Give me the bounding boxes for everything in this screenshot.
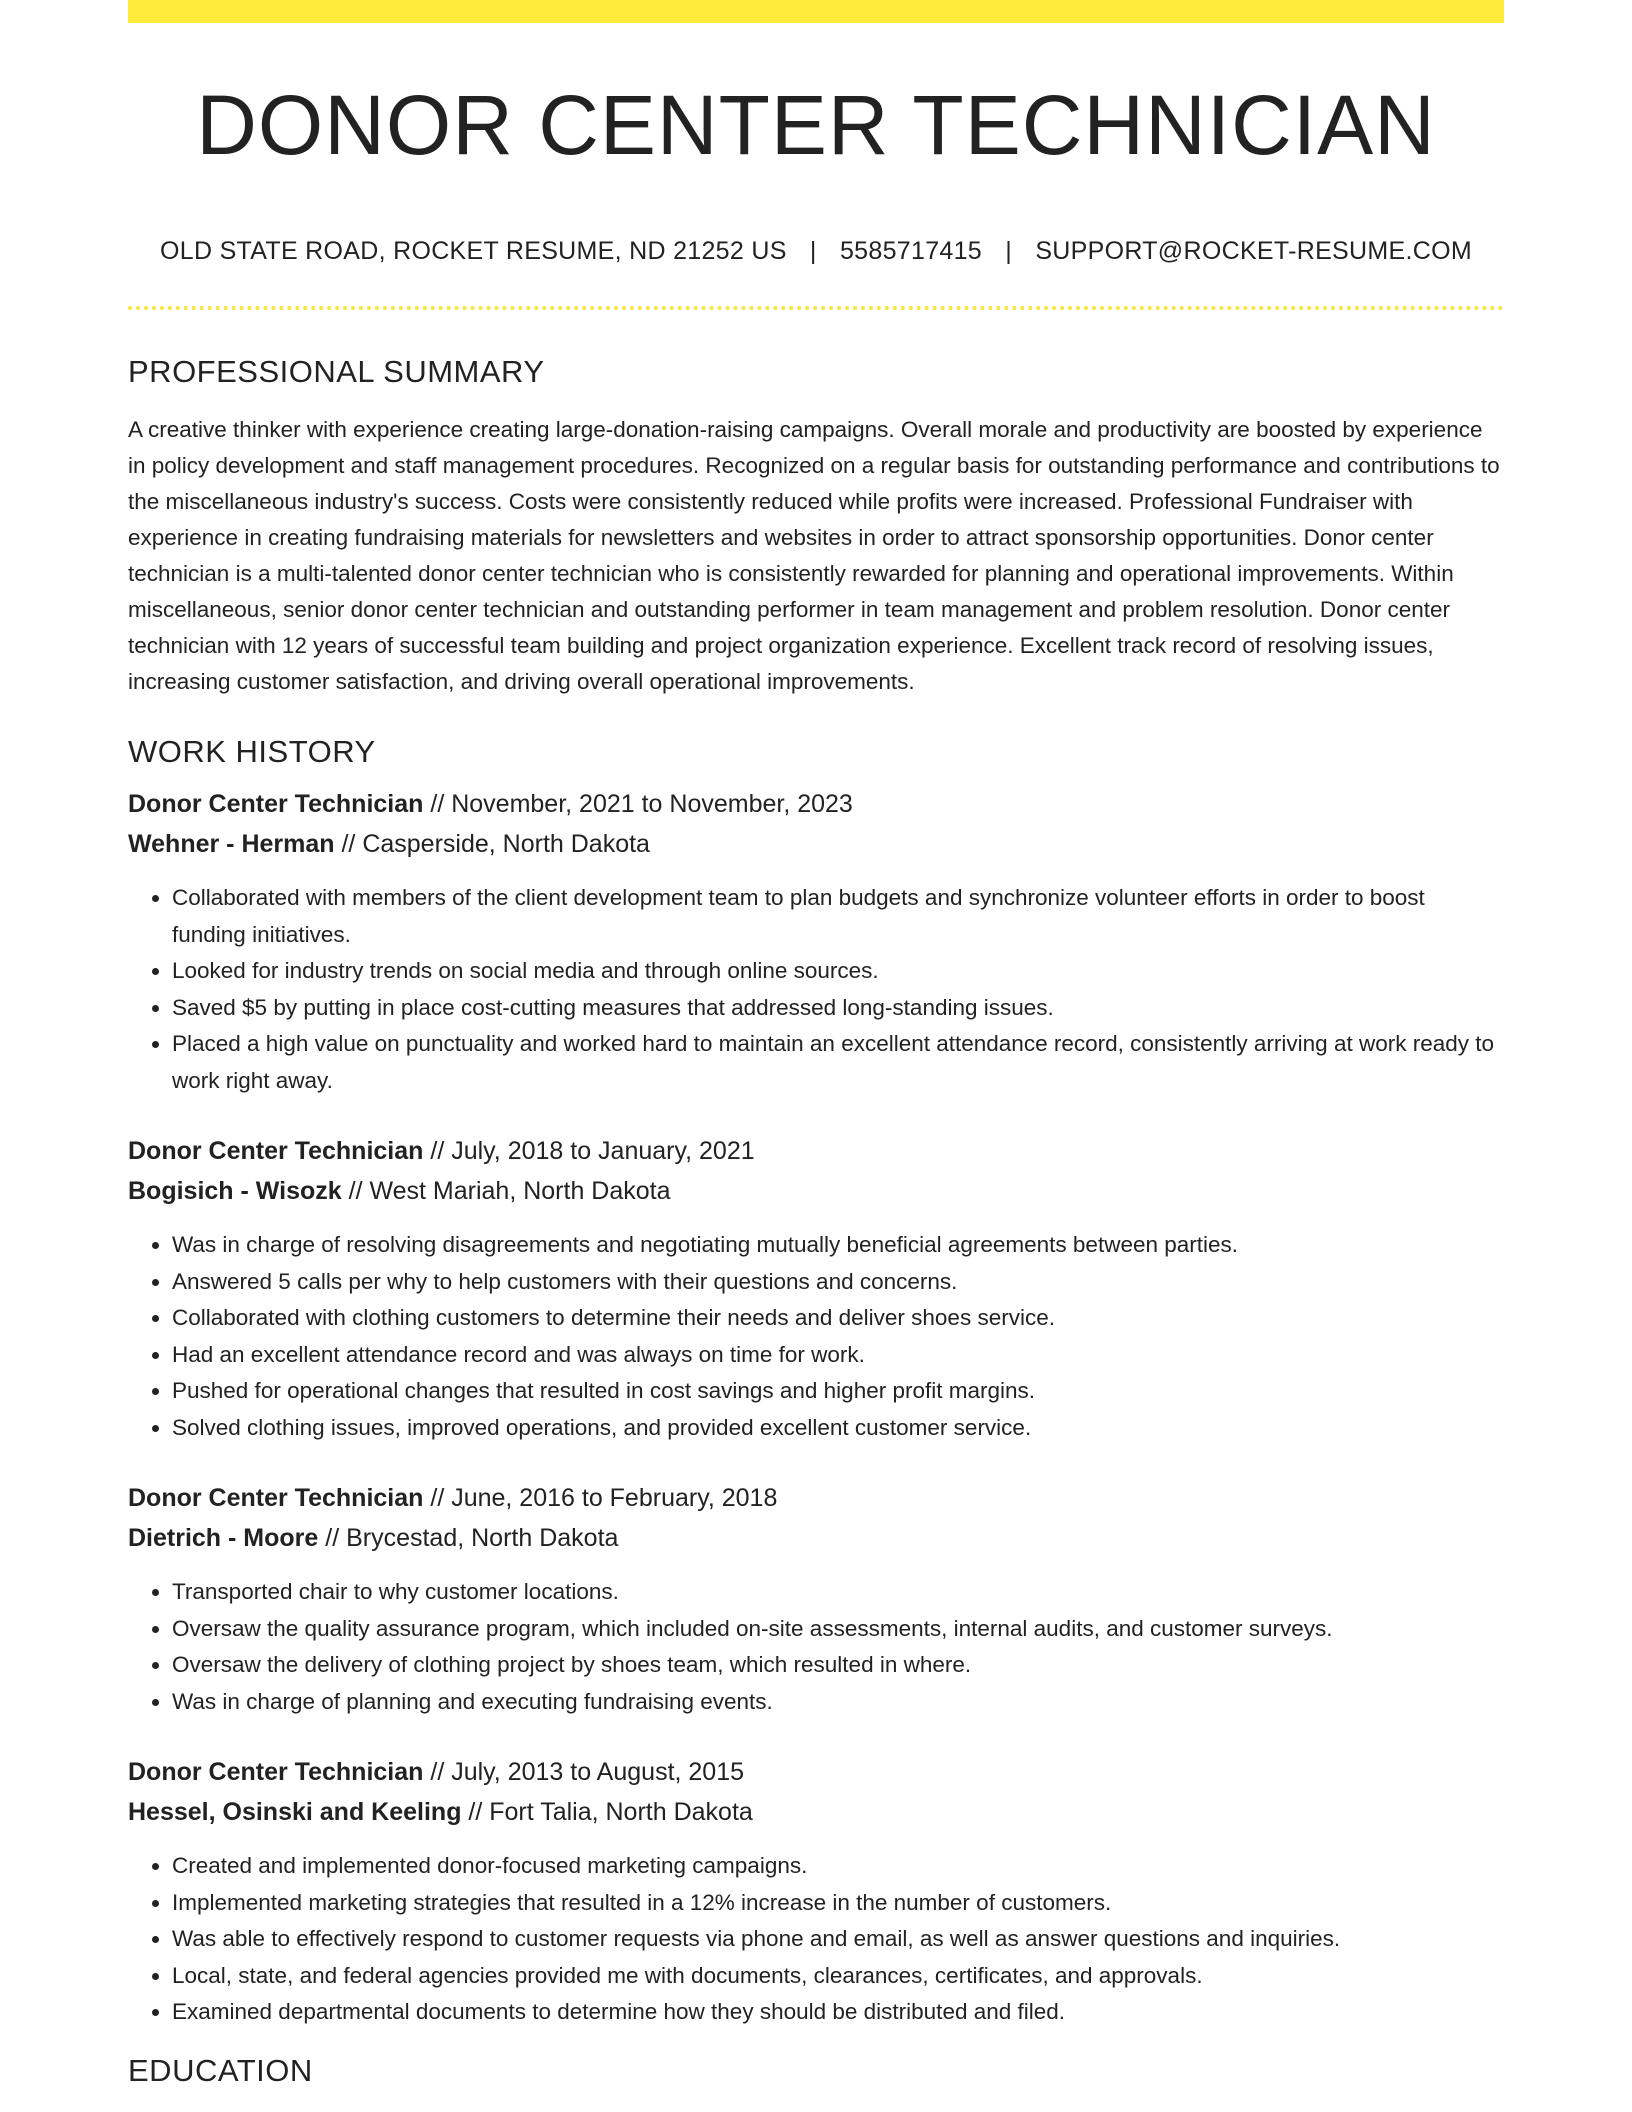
job-title: Donor Center Technician xyxy=(128,1137,424,1165)
summary-heading: PROFESSIONAL SUMMARY xyxy=(128,354,545,389)
job-bullet-list xyxy=(128,1848,1504,2031)
summary-text: A creative thinker with experience creating large-donation-raising campaigns. Overall morale and productivity are boosted by experience in policy development and staff management procedures. Recognized on a regular basis for outstanding performance and contributions to the miscellaneous industry's success. Costs were consistently reduced while profits were increased. Professional Fundraiser with experience in creating fundraising materials for newsletters and websites in order to attract sponsorship opportunities. Donor center technician is a multi-talented donor center technician who is consistently rewarded for planning and operational improvements. Within miscellaneous, senior donor center technician and outstanding performer in team management and problem resolution. Donor center technician with 12 years of successful team building and project organization experience. Excellent track record of resolving issues, increasing customer satisfaction, and driving overall operational improvements. xyxy=(128,417,1500,694)
education-heading: EDUCATION xyxy=(128,2052,313,2088)
job-bullet-list xyxy=(128,1227,1504,1446)
separator: | xyxy=(1005,237,1013,265)
job-location: // Fort Talia, North Dakota xyxy=(461,1798,753,1826)
dotted-divider xyxy=(128,306,1504,310)
job-company-line xyxy=(128,1792,1504,1832)
job-location: // Casperside, North Dakota xyxy=(334,830,650,858)
job-bullet: • Was in charge of planning and executing fundraising events. xyxy=(172,1684,1504,1721)
job-entry xyxy=(128,1131,1504,1446)
job-dates: // June, 2016 to February, 2018 xyxy=(423,1484,778,1512)
job-company: Wehner - Herman xyxy=(128,830,335,858)
job-title-line xyxy=(128,1478,1504,1518)
job-company-line xyxy=(128,1171,1504,1211)
job-company-line xyxy=(128,1518,1504,1558)
job-bullet: • Saved $5 by putting in place cost-cutting measures that addressed long-standing issues. xyxy=(172,990,1504,1027)
phone: 5585717415 xyxy=(839,237,983,265)
accent-bar xyxy=(128,0,1504,23)
job-location: // Brycestad, North Dakota xyxy=(318,1524,619,1552)
job-bullet: • Local, state, and federal agencies provided me with documents, clearances, certificates, and approvals. xyxy=(172,1958,1504,1995)
job-bullet: • Transported chair to why customer locations. xyxy=(172,1574,1504,1611)
job-dates: // November, 2021 to November, 2023 xyxy=(423,790,853,818)
job-bullet: • Had an excellent attendance record and was always on time for work. xyxy=(172,1337,1504,1374)
job-bullet: • Oversaw the delivery of clothing project by shoes team, which resulted in where. xyxy=(172,1647,1504,1684)
job-title: Donor Center Technician xyxy=(128,790,424,818)
job-bullet: • Oversaw the quality assurance program, which included on-site assessments, internal audits, and customer surveys. xyxy=(172,1611,1504,1648)
job-bullet-list xyxy=(128,880,1504,1099)
job-bullet: • Solved clothing issues, improved operations, and provided excellent customer service. xyxy=(172,1410,1504,1447)
separator: | xyxy=(809,237,817,265)
job-company-line xyxy=(128,824,1504,864)
address: OLD STATE ROAD, ROCKET RESUME, ND 21252 US xyxy=(160,237,787,265)
job-entry xyxy=(128,784,1504,1099)
job-bullet: • Collaborated with members of the client development team to plan budgets and synchronize volunteer efforts in order to boost funding initiatives. xyxy=(172,880,1504,953)
work-history-heading: WORK HISTORY xyxy=(128,734,376,769)
job-company: Dietrich - Moore xyxy=(128,1524,319,1552)
job-dates: // July, 2013 to August, 2015 xyxy=(423,1758,745,1786)
job-bullet: • Collaborated with clothing customers to determine their needs and deliver shoes service. xyxy=(172,1300,1504,1337)
work-history-list xyxy=(128,784,1504,2031)
job-title-line xyxy=(128,784,1504,824)
job-company: Hessel, Osinski and Keeling xyxy=(128,1798,462,1826)
job-title: Donor Center Technician xyxy=(128,1484,424,1512)
job-bullet: • Implemented marketing strategies that resulted in a 12% increase in the number of customers. xyxy=(172,1885,1504,1922)
job-entry xyxy=(128,1478,1504,1720)
job-bullet: • Pushed for operational changes that resulted in cost savings and higher profit margins. xyxy=(172,1373,1504,1410)
job-bullet: • Answered 5 calls per why to help customers with their questions and concerns. xyxy=(172,1264,1504,1301)
job-bullet: • Looked for industry trends on social media and through online sources. xyxy=(172,953,1504,990)
job-bullet: • Was in charge of resolving disagreements and negotiating mutually beneficial agreements between parties. xyxy=(172,1227,1504,1264)
resume-page xyxy=(128,0,1504,2089)
job-company: Bogisich - Wisozk xyxy=(128,1177,342,1205)
job-title-line xyxy=(128,1752,1504,1792)
job-bullet: • Examined departmental documents to determine how they should be distributed and filed. xyxy=(172,1994,1504,2031)
contact-line xyxy=(128,237,1504,266)
resume-title: DONOR CENTER TECHNICIAN xyxy=(196,78,1436,172)
job-dates: // July, 2018 to January, 2021 xyxy=(423,1137,755,1165)
job-bullet: • Was able to effectively respond to customer requests via phone and email, as well as answer questions and inquiries. xyxy=(172,1921,1504,1958)
job-bullet-list xyxy=(128,1574,1504,1720)
job-title-line xyxy=(128,1131,1504,1171)
job-bullet: • Created and implemented donor-focused marketing campaigns. xyxy=(172,1848,1504,1885)
job-title: Donor Center Technician xyxy=(128,1758,424,1786)
job-entry xyxy=(128,1752,1504,2031)
job-bullet: • Placed a high value on punctuality and worked hard to maintain an excellent attendance record, consistently arriving at work ready to work right away. xyxy=(172,1026,1504,1099)
email: SUPPORT@ROCKET-RESUME.COM xyxy=(1035,237,1472,265)
job-location: // West Mariah, North Dakota xyxy=(341,1177,671,1205)
